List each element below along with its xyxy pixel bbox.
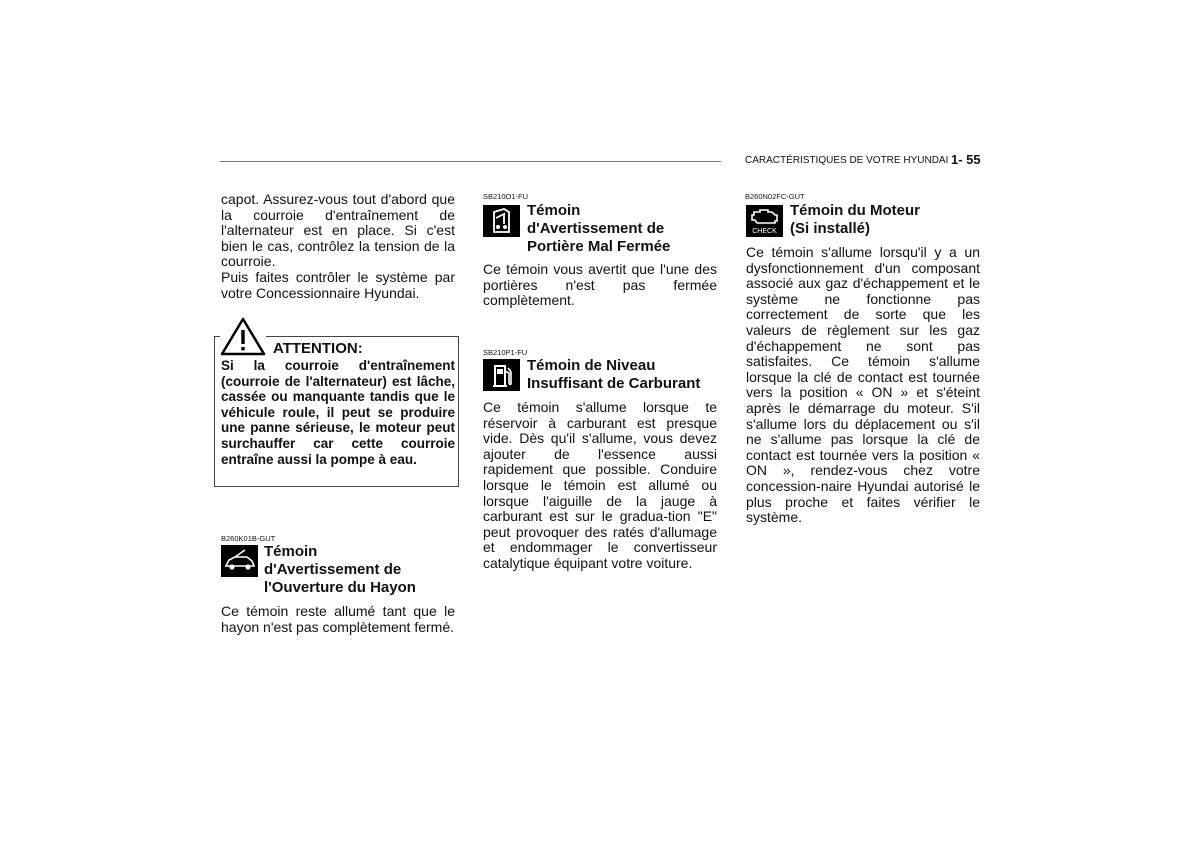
door-text: Ce témoin vous avertit que l'une des portières n'est pas fermée complètement. — [483, 261, 717, 309]
header-rule — [220, 161, 721, 162]
hood-text: Ce témoin reste allumé tant que le hayon n'est pas complètement fermé. — [221, 603, 455, 635]
check-engine-icon — [746, 205, 783, 237]
door-code: SB210O1-FU — [483, 192, 529, 201]
attention-title: ATTENTION: — [273, 340, 363, 357]
door-title: Témoin d'Avertissement de Portière Mal Fermée — [527, 202, 671, 255]
fuel-text: Ce témoin s'allume lorsque te réservoir à carburant est presque vide. Dès qu'il s'allume, vous devez ajouter de l'essence aussi rapidement que possible. Conduire lorsque le témoin est allumé ou lorsque l'aiguille de la jauge à carburant est sur le gradua-tion "E" peut provoquer des ratés d'allumage et endommager le convertisseur catalytique équipant votre voiture. — [483, 399, 717, 571]
attention-text: Si la courroie d'entraînement (courroie de l'alternateur) est lâche, cassée ou manquante tandis que le véhicule roule, il peut se produire une panne sérieuse, le moteur peut surchauffer car cette courroie entraîne aussi la pompe à eau. — [221, 358, 455, 467]
page-number: 1- 55 — [951, 152, 981, 167]
hood-code: B260K01B-GUT — [221, 534, 276, 543]
door-ajar-icon — [483, 205, 520, 237]
engine-text: Ce témoin s'allume lorsqu'il y a un dysfonctionnement d'un composant associé aux gaz d'échappement et le système ne fonctionne pas correctement de sorte que les valeurs de règlement sur les gaz d'échappement ne sont pas satisfaites. Ce témoin s'allume lorsque la clé de contact est tournée vers la position « ON » et s'éteint après le démarrage du moteur. S'il s'allume lors du déplacement ou s'il ne s'allume pas lorsque la clé de contact est tournée vers la position « ON », rendez-vous chez votre concession-naire Hyundai autorisé le plus proche et faites vérifier le système. — [746, 244, 980, 526]
header-title: CARACTÉRISTIQUES DE VOTRE HYUNDAI — [745, 155, 949, 166]
engine-code: B260N02FC-GUT — [745, 192, 805, 201]
hood-title: Témoin d'Avertissement de l'Ouverture du Hayon — [264, 543, 416, 596]
fuel-title: Témoin de Niveau Insuffisant de Carburant — [527, 357, 701, 392]
intro-paragraph: capot. Assurez-vous tout d'abord que la courroie d'entraînement de l'alternateur est en place. Si c'est bien le cas, contrôlez la tension de la courroie. — [221, 191, 455, 270]
warning-triangle-icon — [220, 316, 266, 356]
fuel-code: SB210P1-FU — [483, 348, 528, 357]
engine-title: Témoin du Moteur (Si installé) — [790, 202, 920, 237]
svg-text:CHECK: CHECK — [752, 228, 777, 235]
fuel-pump-icon — [483, 359, 520, 391]
dealer-paragraph: Puis faites contrôler le système par votre Concessionnaire Hyundai. — [221, 269, 455, 301]
car-hood-open-icon — [221, 545, 258, 577]
